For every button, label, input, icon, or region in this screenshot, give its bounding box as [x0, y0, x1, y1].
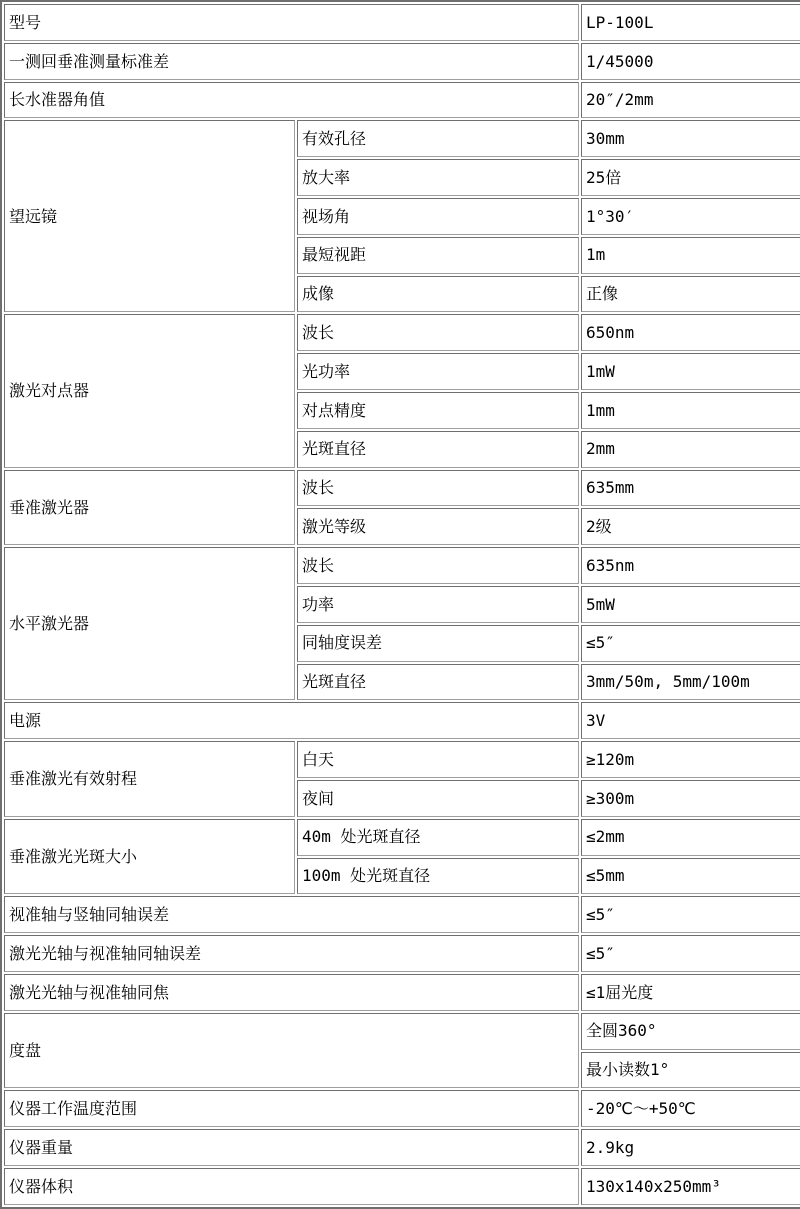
spec-value-cell: 2.9kg: [581, 1129, 800, 1166]
spec-value-cell: 1m: [581, 237, 800, 274]
spec-value-cell: ≤5″: [581, 896, 800, 933]
table-row: [4, 82, 800, 119]
spec-label-cell: 仪器工作温度范围: [4, 1090, 579, 1127]
spec-label-cell: 波长: [297, 314, 579, 351]
spec-label-cell: 光功率: [297, 353, 579, 390]
table-row: [4, 974, 800, 1011]
table-row: [4, 1168, 800, 1205]
spec-value-cell: 1/45000: [581, 43, 800, 80]
spec-value-cell: ≤5″: [581, 625, 800, 662]
spec-value-cell: 全圆360°: [581, 1013, 800, 1050]
spec-value-cell: 635mm: [581, 470, 800, 507]
spec-value-cell: -20℃～+50℃: [581, 1090, 800, 1127]
spec-value-cell: 25倍: [581, 159, 800, 196]
spec-label-cell: 一测回垂准测量标准差: [4, 43, 579, 80]
table-row: [4, 1013, 800, 1050]
spec-label-cell: 激光光轴与视准轴同轴误差: [4, 935, 579, 972]
spec-value-cell: 3V: [581, 702, 800, 739]
spec-value-cell: ≤2mm: [581, 819, 800, 856]
spec-value-cell: ≥300m: [581, 780, 800, 817]
spec-value-cell: ≤5mm: [581, 858, 800, 895]
spec-value-cell: 20″/2mm: [581, 82, 800, 119]
table-row: [4, 470, 800, 507]
spec-label-cell: 波长: [297, 547, 579, 584]
spec-value-cell: 635nm: [581, 547, 800, 584]
spec-value-cell: 1mm: [581, 392, 800, 429]
specs-table-body: [4, 4, 800, 1205]
spec-label-cell: 度盘: [4, 1013, 579, 1089]
spec-value-cell: 1mW: [581, 353, 800, 390]
spec-label-cell: 视准轴与竖轴同轴误差: [4, 896, 579, 933]
spec-label-cell: 夜间: [297, 780, 579, 817]
table-row: [4, 935, 800, 972]
spec-label-cell: 仪器体积: [4, 1168, 579, 1205]
spec-value-cell: 1°30′: [581, 198, 800, 235]
table-row: [4, 4, 800, 41]
spec-label-cell: 望远镜: [4, 120, 295, 312]
spec-label-cell: 功率: [297, 586, 579, 623]
spec-label-cell: 电源: [4, 702, 579, 739]
spec-label-cell: 垂准激光器: [4, 470, 295, 546]
spec-value-cell: 2级: [581, 508, 800, 545]
table-row: [4, 1129, 800, 1166]
spec-value-cell: 3mm/50m, 5mm/100m: [581, 664, 800, 701]
spec-value-cell: 5mW: [581, 586, 800, 623]
spec-label-cell: 型号: [4, 4, 579, 41]
spec-label-cell: 白天: [297, 741, 579, 778]
spec-label-cell: 长水准器角值: [4, 82, 579, 119]
spec-label-cell: 成像: [297, 276, 579, 313]
spec-value-cell: 最小读数1°: [581, 1052, 800, 1089]
spec-label-cell: 40m 处光斑直径: [297, 819, 579, 856]
spec-value-cell: 2mm: [581, 431, 800, 468]
table-row: [4, 702, 800, 739]
table-row: [4, 547, 800, 584]
spec-label-cell: 视场角: [297, 198, 579, 235]
spec-value-cell: 30mm: [581, 120, 800, 157]
spec-label-cell: 激光等级: [297, 508, 579, 545]
spec-label-cell: 同轴度误差: [297, 625, 579, 662]
spec-value-cell: ≥120m: [581, 741, 800, 778]
table-row: [4, 314, 800, 351]
spec-value-cell: 130x140x250mm³: [581, 1168, 800, 1205]
spec-label-cell: 水平激光器: [4, 547, 295, 700]
spec-label-cell: 最短视距: [297, 237, 579, 274]
spec-label-cell: 光斑直径: [297, 664, 579, 701]
spec-value-cell: LP-100L: [581, 4, 800, 41]
spec-value-cell: 正像: [581, 276, 800, 313]
spec-label-cell: 垂准激光光斑大小: [4, 819, 295, 895]
spec-label-cell: 100m 处光斑直径: [297, 858, 579, 895]
spec-value-cell: 650nm: [581, 314, 800, 351]
spec-label-cell: 有效孔径: [297, 120, 579, 157]
spec-label-cell: 光斑直径: [297, 431, 579, 468]
spec-label-cell: 激光光轴与视准轴同焦: [4, 974, 579, 1011]
table-row: [4, 819, 800, 856]
spec-value-cell: ≤5″: [581, 935, 800, 972]
spec-label-cell: 激光对点器: [4, 314, 295, 467]
spec-label-cell: 放大率: [297, 159, 579, 196]
spec-label-cell: 垂准激光有效射程: [4, 741, 295, 817]
table-row: [4, 741, 800, 778]
table-row: [4, 896, 800, 933]
spec-value-cell: ≤1屈光度: [581, 974, 800, 1011]
spec-label-cell: 波长: [297, 470, 579, 507]
table-row: [4, 120, 800, 157]
spec-label-cell: 仪器重量: [4, 1129, 579, 1166]
spec-label-cell: 对点精度: [297, 392, 579, 429]
table-row: [4, 1090, 800, 1127]
table-row: [4, 43, 800, 80]
